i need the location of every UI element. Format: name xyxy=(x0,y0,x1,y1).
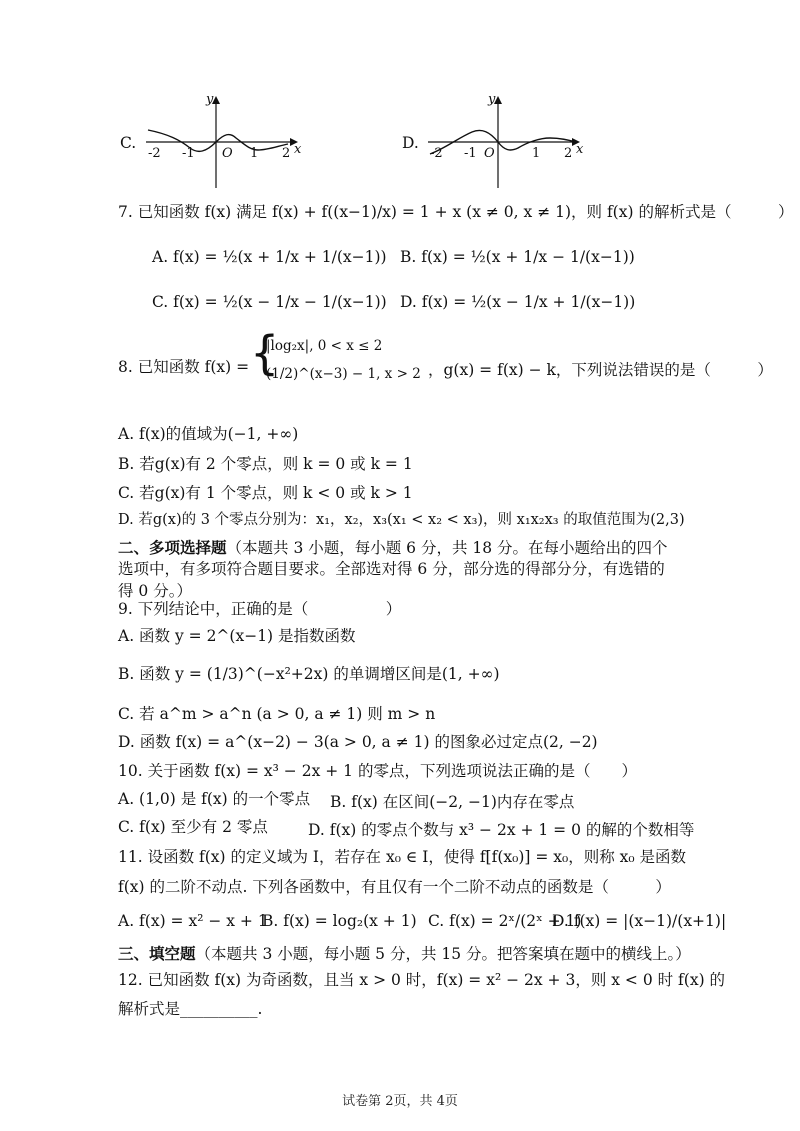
graph-c-label: C. xyxy=(120,134,137,152)
q8-stem-left: 8. 已知函数 f(x) = xyxy=(118,358,250,376)
section-3-text: （本题共 3 小题，每小题 5 分，共 15 分。把答案填在题中的横线上。） xyxy=(195,945,691,963)
graph-c-tick: -2 xyxy=(148,146,161,161)
section-2-intro xyxy=(118,537,678,602)
graph-d-label: D. xyxy=(402,134,419,152)
q7-option-c: C. f(x) = ½(x − 1/x − 1/(x−1)) xyxy=(152,293,387,311)
q8-option-a: A. f(x)的值域为(−1, +∞) xyxy=(118,425,299,443)
q8-option-b: B. 若g(x)有 2 个零点，则 k = 0 或 k = 1 xyxy=(118,455,413,473)
q9-option-d: D. 函数 f(x) = a^(x−2) − 3(a > 0, a ≠ 1) 的图象必过定点(2, −2) xyxy=(118,733,598,751)
q7-stem: 7. 已知函数 f(x) 满足 f(x) + f((x−1)/x) = 1 + x (x ≠ 0, x ≠ 1)，则 f(x) 的解析式是（ ） xyxy=(118,203,794,221)
q9-option-c: C. 若 a^m > a^n (a > 0, a ≠ 1) 则 m > n xyxy=(118,705,436,723)
graph-c-tick: O xyxy=(222,146,233,161)
section-3-intro xyxy=(118,945,691,964)
graph-d-x-label: x xyxy=(576,142,584,157)
graph-d xyxy=(400,92,600,192)
q7-option-a: A. f(x) = ½(x + 1/x + 1/(x−1)) xyxy=(152,248,387,266)
q10-option-b: B. f(x) 在区间(−2, −1)内存在零点 xyxy=(330,793,575,811)
q11-option-a: A. f(x) = x² − x + 1 xyxy=(118,912,268,930)
page-footer: 试卷第 2页，共 4页 xyxy=(342,1094,458,1109)
section-3-heading: 三、填空题 xyxy=(118,944,196,963)
graph-c-plot xyxy=(118,92,308,192)
graph-c-x-label: x xyxy=(294,142,302,157)
graph-d-tick: O xyxy=(484,146,495,161)
section-2-text: （本题共 3 小题，每小题 6 分，共 18 分。在每小题给出的四个选项中，有多项符合题目要求。全部选对得 6 分，部分选的得部分分，有选错的得 0 分。） xyxy=(118,539,668,600)
graph-d-y-label: y xyxy=(488,92,496,107)
q8-piece-1: |log₂x|, 0 < x ≤ 2 xyxy=(266,338,383,354)
q10-stem: 10. 关于函数 f(x) = x³ − 2x + 1 的零点，下列选项说法正确的是（ ） xyxy=(118,762,637,780)
q10-option-a: A. (1,0) 是 f(x) 的一个零点 xyxy=(118,790,311,808)
q8-stem-right: ，g(x) = f(x) − k，下列说法错误的是（ ） xyxy=(428,361,773,379)
q8-piece-2: (1/2)^(x−3) − 1, x > 2 xyxy=(266,366,421,382)
section-2-heading: 二、多项选择题 xyxy=(118,538,227,557)
graph-d-tick: 1 xyxy=(532,146,541,161)
q11-option-d: D. f(x) = |(x−1)/(x+1)| xyxy=(552,912,727,930)
graph-d-plot xyxy=(400,92,600,192)
graph-d-tick: -2 xyxy=(430,146,443,161)
q12-line-1: 12. 已知函数 f(x) 为奇函数，且当 x > 0 时，f(x) = x² − 2x + 3，则 x < 0 时 f(x) 的 xyxy=(118,971,726,989)
q11-line-2: f(x) 的二阶不动点. 下列各函数中，有且仅有一个二阶不动点的函数是（ ） xyxy=(118,878,671,896)
q9-stem: 9. 下列结论中，正确的是（ ） xyxy=(118,600,402,618)
q9-option-a: A. 函数 y = 2^(x−1) 是指数函数 xyxy=(118,627,356,645)
graph-c xyxy=(118,92,308,192)
q11-option-c: C. f(x) = 2ˣ/(2ˣ + 1) xyxy=(428,912,582,930)
q11-line-1: 11. 设函数 f(x) 的定义域为 I，若存在 x₀ ∈ I，使得 f[f(x₀)] = x₀，则称 x₀ 是函数 xyxy=(118,848,687,866)
q7-option-d: D. f(x) = ½(x − 1/x + 1/(x−1)) xyxy=(400,293,636,311)
graph-d-tick: -1 xyxy=(464,146,477,161)
q8-option-c: C. 若g(x)有 1 个零点，则 k < 0 或 k > 1 xyxy=(118,484,413,502)
q12-line-2: 解析式是__________. xyxy=(118,1000,263,1018)
graph-c-y-label: y xyxy=(206,92,214,107)
q8-brace: { xyxy=(250,326,280,380)
q9-option-b: B. 函数 y = (1/3)^(−x²+2x) 的单调增区间是(1, +∞) xyxy=(118,665,500,683)
graph-c-tick: 1 xyxy=(250,146,259,161)
q7-option-b: B. f(x) = ½(x + 1/x − 1/(x−1)) xyxy=(400,248,635,266)
q11-option-b: B. f(x) = log₂(x + 1) xyxy=(262,912,417,930)
graph-d-tick: 2 xyxy=(564,146,573,161)
graph-c-tick: 2 xyxy=(282,146,291,161)
q10-option-d: D. f(x) 的零点个数与 x³ − 2x + 1 = 0 的解的个数相等 xyxy=(308,821,695,839)
q8-option-d: D. 若g(x)的 3 个零点分别为：x₁，x₂，x₃(x₁ < x₂ < x₃)，则 x₁x₂x₃ 的取值范围为(2,3) xyxy=(118,512,685,528)
graph-c-tick: -1 xyxy=(182,146,195,161)
q10-option-c: C. f(x) 至少有 2 零点 xyxy=(118,818,268,836)
